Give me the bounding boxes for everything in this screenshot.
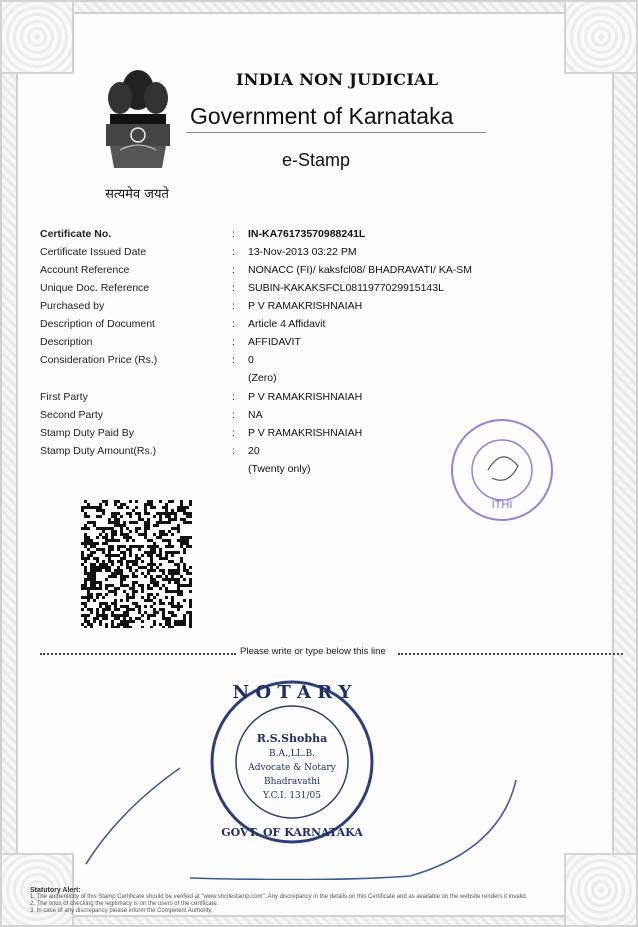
dotted-separator-left	[40, 653, 236, 655]
qr-code-icon	[81, 500, 192, 628]
value-consideration-words: (Zero)	[248, 372, 277, 384]
colon: :	[232, 246, 235, 258]
value-issued-date: 13-Nov-2013 03:22 PM	[248, 246, 357, 258]
emblem-caption: सत्यमेव जयते	[105, 187, 169, 202]
alert-line: 3. In case of any discrepancy please inform the Competent Authority.	[30, 908, 213, 914]
value-amount-words: (Twenty only)	[248, 463, 311, 475]
value-certificate-no: IN-KA76173570988241L	[248, 228, 366, 240]
value-unique-doc-reference: SUBIN-KAKAKSFCL0811977029915143L	[248, 282, 444, 294]
label-second-party: Second Party	[40, 409, 104, 421]
notary-bottom-text: GOVT. OF KARNATAKA	[221, 826, 363, 839]
label-consideration-price: Consideration Price (Rs.)	[40, 354, 158, 366]
label-unique-doc-reference: Unique Doc. Reference	[40, 282, 150, 294]
ornament-corner-top-right	[564, 0, 638, 74]
label-first-party: First Party	[40, 391, 88, 403]
dotted-separator-right	[398, 653, 623, 655]
colon: :	[232, 318, 235, 330]
colon: :	[232, 445, 235, 457]
notary-reg: Y.C.I. 131/05	[262, 791, 322, 801]
alert-title: Statutory Alert:	[30, 887, 81, 894]
value-description: AFFIDAVIT	[248, 336, 301, 348]
label-issued-date: Certificate Issued Date	[40, 246, 147, 258]
header-india-non-judicial: INDIA NON JUDICIAL	[236, 70, 439, 89]
value-description-of-document: Article 4 Affidavit	[248, 318, 326, 330]
header-government: Government of Karnataka	[190, 103, 454, 129]
ornament-corner-top-left	[0, 0, 74, 74]
write-below-line-text: Please write or type below this line	[240, 646, 386, 657]
header-estamp: e-Stamp	[282, 150, 351, 170]
statutory-alert	[30, 887, 620, 915]
decorative-border-top	[0, 0, 638, 14]
colon: :	[232, 264, 235, 276]
decorative-border-left	[0, 0, 18, 927]
value-second-party: NA	[248, 409, 263, 421]
label-certificate-no: Certificate No.	[40, 228, 112, 240]
alert-line: 1. The authenticity of this Stamp Certificate should be verified at "www.shcilestamp.com". Any discrepancy in the details on this Certificate and as available on the website renders it invalid.	[30, 894, 528, 900]
notary-degree: B.A.,LL.B.	[269, 749, 315, 759]
value-stamp-duty-paid-by: P V RAMAKRISHNAIAH	[248, 427, 363, 439]
value-first-party: P V RAMAKRISHNAIAH	[248, 391, 363, 403]
notary-role: Advocate & Notary	[248, 763, 336, 773]
label-description-of-document: Description of Document	[40, 318, 155, 330]
label-stamp-duty-paid-by: Stamp Duty Paid By	[40, 427, 134, 439]
value-purchased-by: P V RAMAKRISHNAIAH	[248, 300, 363, 312]
colon: :	[232, 409, 235, 421]
ashoka-emblem-icon	[96, 60, 180, 180]
decorative-border-right	[612, 0, 638, 927]
colon: :	[232, 228, 235, 240]
purple-stamp-text: ITHI	[491, 499, 513, 511]
notary-name: R.S.Shobha	[256, 732, 328, 745]
notary-top-text: N O T A R Y	[232, 682, 352, 703]
notary-place: Bhadravathi	[264, 777, 320, 787]
value-account-reference: NONACC (FI)/ kaksfcl08/ BHADRAVATI/ KA-SM	[248, 264, 473, 276]
value-consideration-price: 0	[248, 354, 254, 366]
header-divider	[186, 132, 486, 133]
alert-line: 2. The onus of checking the legitimacy is on the users of the certificate.	[30, 901, 219, 907]
colon: :	[232, 336, 235, 348]
colon: :	[232, 354, 235, 366]
colon: :	[232, 391, 235, 403]
notary-seal-icon	[208, 672, 376, 850]
label-description: Description	[40, 336, 93, 348]
purple-round-stamp-icon	[448, 416, 556, 524]
colon: :	[232, 300, 235, 312]
label-stamp-duty-amount: Stamp Duty Amount(Rs.)	[40, 445, 157, 457]
label-account-reference: Account Reference	[40, 264, 130, 276]
colon: :	[232, 427, 235, 439]
decorative-border-bottom	[0, 915, 638, 927]
colon: :	[232, 282, 235, 294]
value-stamp-duty-amount: 20	[248, 445, 260, 457]
label-purchased-by: Purchased by	[40, 300, 105, 312]
